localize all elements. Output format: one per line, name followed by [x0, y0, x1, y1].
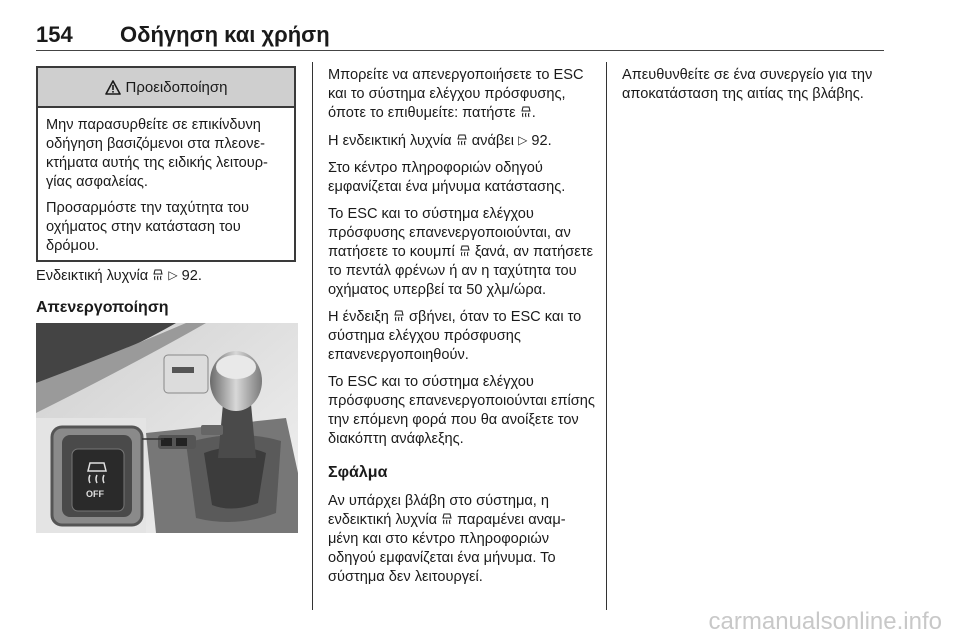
traction-control-off-icon: [394, 310, 404, 322]
column-divider-left: [312, 62, 313, 610]
middle-paragraph-6: Το ESC και το σύστημα ελέγχου πρόσφυσης επανενεργοποιούνται επίσης την επόμενη φορά που θα ανοίξετε τον διακόπτη ανάφλεξης.: [328, 374, 595, 447]
indicator-prefix: Ενδεικτική λυχνία: [36, 268, 149, 284]
page-number: 154: [36, 22, 73, 47]
warning-paragraph-1: Μην παρασυρθείτε σε επικίνδυνη οδήγηση βασιζόμενοι στα πλεονε- κτήματα αυτής της ειδικής λειτουρ- γίας ασφαλείας.: [46, 117, 268, 190]
column-divider-right: [606, 62, 607, 610]
traction-control-off-icon: [442, 513, 452, 525]
middle-paragraph-2: [328, 131, 596, 151]
indicator-page-ref-2[interactable]: 92.: [531, 133, 552, 149]
indicator-page-ref[interactable]: 92.: [181, 268, 202, 284]
header-rule: [36, 50, 884, 51]
middle-column: [328, 66, 596, 595]
traction-control-off-icon: [521, 106, 531, 118]
deactivate-instructions: Μπορείτε να απενεργοποιήσετε το ESC και το σύστημα ελέγχου πρόσφυσης, όποτε το επιθυμείτε: πατήστε: [328, 67, 584, 121]
warning-title: Προειδοποίηση: [125, 78, 228, 96]
reactivation-text-a: Το ESC και το σύστημα ελέγχου πρόσφυσης επανενεργοποιούνται, αν πατήσετε το κουμπί: [328, 206, 571, 260]
warning-triangle-icon: [105, 80, 121, 95]
indicator-paragraph: [36, 266, 298, 286]
indication-text-a: Η ένδειξη: [328, 309, 389, 325]
page-reference-arrow-icon: ▷: [518, 133, 528, 147]
middle-paragraph-7: [328, 492, 596, 587]
gear-lever-illustration: [36, 323, 298, 533]
fault-heading: Σφάλμα: [328, 464, 388, 481]
off-button-label: OFF: [86, 489, 104, 499]
warning-body: [38, 108, 294, 256]
gear-lever-figure: [36, 323, 298, 533]
fault-text-a: Αν υπάρχει βλάβη στο σύστημα, η ενδεικτική λυχνία: [328, 493, 550, 528]
indicator-light-text: Η ενδεικτική λυχνία: [328, 133, 452, 149]
traction-control-off-icon: [153, 269, 163, 281]
right-column: [622, 66, 884, 112]
page-header: [36, 18, 884, 52]
middle-paragraph-3: Στο κέντρο πληροφοριών οδηγού εμφανίζεται ένα μήνυμα κατάστασης.: [328, 160, 566, 195]
indication-text-b: σβήνει, όταν το ESC και το σύστημα ελέγχου πρόσφυσης επανενεργοποιηθούν.: [328, 309, 582, 363]
right-paragraph-1: Απευθυνθείτε σε ένα συνεργείο για την αποκατάσταση της αιτίας της βλάβης.: [622, 67, 873, 102]
middle-paragraph-5: [328, 308, 596, 365]
warning-header: [38, 68, 294, 108]
warning-box: [36, 66, 296, 262]
page-reference-arrow-icon: ▷: [168, 268, 178, 282]
traction-control-off-icon: [460, 245, 470, 257]
warning-paragraph-2: Προσαρμόστε την ταχύτητα του οχήματος στην κατάσταση του δρόμου.: [46, 200, 250, 254]
watermark[interactable]: carmanualsonline.info: [708, 608, 942, 635]
traction-control-off-icon: [457, 134, 467, 146]
fault-text-b: παραμένει αναμ- μένη και στο κέντρο πληροφοριών οδηγού εμφανίζεται ένα μήνυμα. Το σύστημα δεν λειτουργεί.: [328, 512, 566, 585]
middle-paragraph-4: [328, 205, 596, 300]
deactivation-heading: Απενεργοποίηση: [36, 299, 169, 316]
middle-paragraph-1: Μπορείτε να απενεργοποιήσετε το ESC και το σύστημα ελέγχου πρόσφυσης, όποτε το επιθυμείτε: πατήστε .: [328, 67, 584, 121]
chapter-title: Οδήγηση και χρήση: [120, 22, 330, 47]
reactivation-text-b: ξανά, αν πατήσετε το πεντάλ φρένων ή αν η ταχύτητα του οχήματος υπερβεί τα 50 χλμ/ώρα.: [328, 244, 593, 298]
lights-up-text: ανάβει: [471, 133, 515, 149]
left-column-text: [36, 266, 298, 325]
